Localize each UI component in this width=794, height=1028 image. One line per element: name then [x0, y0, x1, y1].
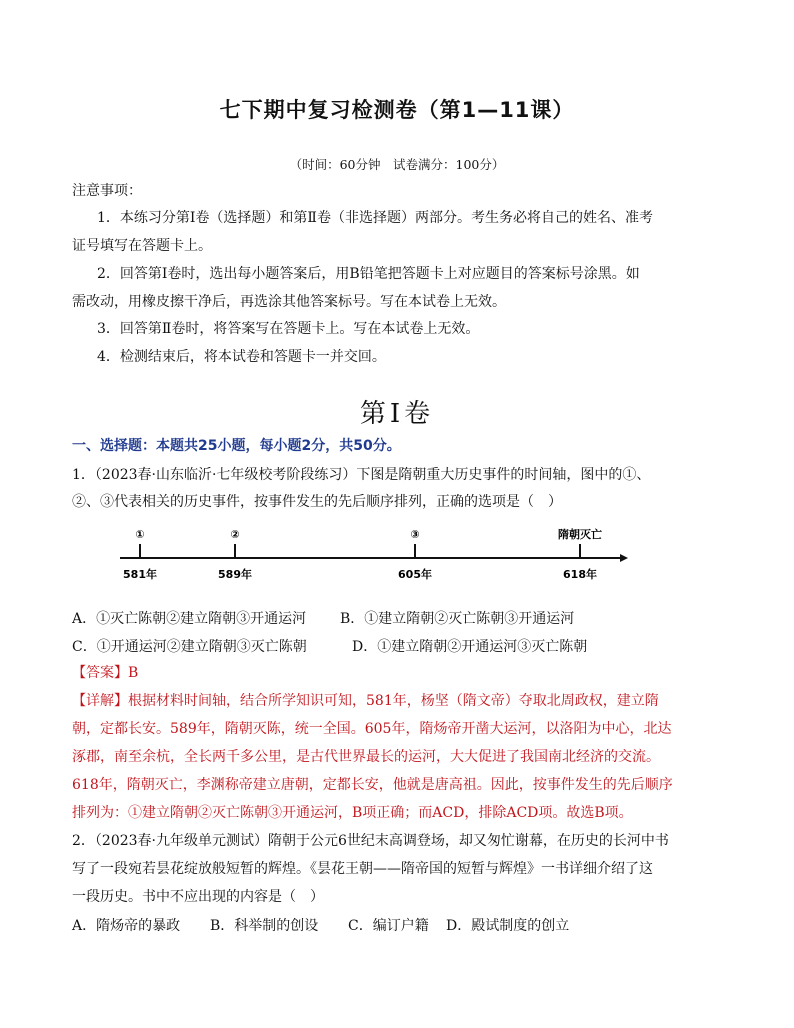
q1-detail-line2: 朝，定都长安。589年，隋朝灭陈，统一全国。605年，隋炀帝开凿大运河，以洛阳为中心，北达 — [72, 721, 672, 737]
q1-stem-line1: 1．（2023春·山东临沂·七年级校考阶段练习）下图是隋朝重大历史事件的时间轴，图中的①、 — [72, 467, 651, 483]
q2-stem-line1: 2．（2023春·九年级单元测试）隋朝于公元6世纪末高调登场，却又匆忙谢幕，在历史的长河中书 — [72, 833, 669, 849]
timeline-event-label-2: ② — [230, 528, 240, 541]
q1-detail-line5: 排列为：①建立隋朝②灭亡陈朝③开通运河，B项正确；而ACD，排除ACD项。故选B项。 — [72, 805, 633, 821]
timeline-year-label-3: 605年 — [398, 568, 432, 581]
q1-stem-line2: ②、③代表相关的历史事件，按事件发生的先后顺序排列，正确的选项是（ ） — [72, 494, 562, 510]
q2-stem-line2: 写了一段宛若昙花绽放般短暂的辉煌。《昙花王朝——隋帝国的短暂与辉煌》一书详细介绍了这 — [72, 861, 653, 877]
timeline-year-label-2: 589年 — [218, 568, 252, 581]
detail-label: 【详解】 — [72, 693, 128, 709]
exam-subtitle: （时间：60分钟 试卷满分：100分） — [289, 157, 505, 172]
timeline-year-label-4: 618年 — [563, 568, 597, 581]
q2-option-c[interactable]: C．编订户籍 — [348, 918, 429, 934]
timeline-year-label-1: 581年 — [123, 568, 157, 581]
q1-option-a[interactable]: A．①灭亡陈朝②建立隋朝③开通运河 — [72, 611, 307, 627]
section-heading: 第Ⅰ卷 — [359, 399, 435, 429]
timeline-event-label-4: 隋朝灭亡 — [558, 528, 602, 541]
notice-item-4: 4．检测结束后，将本试卷和答题卡一并交回。 — [97, 349, 386, 365]
part-heading: 一、选择题：本题共25小题，每小题2分，共50分。 — [72, 438, 401, 454]
q1-detail-line4: 618年，隋朝灭亡，李渊称帝建立唐朝，定都长安，他就是唐高祖。因此，按事件发生的先后顺序 — [72, 777, 673, 793]
q2-option-a[interactable]: A．隋炀帝的暴政 — [72, 918, 181, 934]
timeline-figure — [110, 520, 630, 582]
q2-stem-line3: 一段历史。书中不应出现的内容是（ ） — [72, 889, 324, 905]
timeline-event-label-1: ① — [135, 528, 145, 541]
notice-item-3: 3．回答第Ⅱ卷时，将答案写在答题卡上。写在本试卷上无效。 — [97, 321, 480, 337]
q1-detail-line3: 涿郡，南至余杭，全长两千多公里，是古代世界最长的运河，大大促进了我国南北经济的交流。 — [72, 749, 660, 765]
q1-detail-line1 — [72, 691, 722, 711]
q2-option-b[interactable]: B．科举制的创设 — [210, 918, 319, 934]
q2-option-d[interactable]: D．殿试制度的创立 — [446, 918, 570, 934]
notice-heading: 注意事项： — [72, 183, 142, 199]
exam-title: 七下期中复习检测卷（第1—11课） — [219, 98, 575, 122]
q1-option-b[interactable]: B．①建立隋朝②灭亡陈朝③开通运河 — [340, 611, 575, 627]
detail-text-1: 根据材料时间轴，结合所学知识可知，581年，杨坚（隋文帝）夺取北周政权，建立隋 — [128, 693, 659, 709]
q1-option-c[interactable]: C．①开通运河②建立隋朝③灭亡陈朝 — [72, 639, 307, 655]
timeline-svg — [110, 520, 630, 582]
notice-item-2b: 需改动，用橡皮擦干净后，再选涂其他答案标号。写在本试卷上无效。 — [72, 294, 506, 310]
notice-item-2a: 2．回答第Ⅰ卷时，选出每小题答案后，用B铅笔把答题卡上对应题目的答案标号涂黑。如 — [97, 266, 640, 282]
q1-answer: 【答案】B — [72, 665, 139, 681]
q1-option-d[interactable]: D．①建立隋朝②开通运河③灭亡陈朝 — [352, 639, 588, 655]
notice-item-1a: 1．本练习分第Ⅰ卷（选择题）和第Ⅱ卷（非选择题）两部分。考生务必将自己的姓名、准考 — [97, 210, 653, 226]
notice-item-1b: 证号填写在答题卡上。 — [72, 238, 212, 254]
timeline-event-label-3: ③ — [410, 528, 420, 541]
timeline-arrow-icon — [620, 554, 628, 562]
